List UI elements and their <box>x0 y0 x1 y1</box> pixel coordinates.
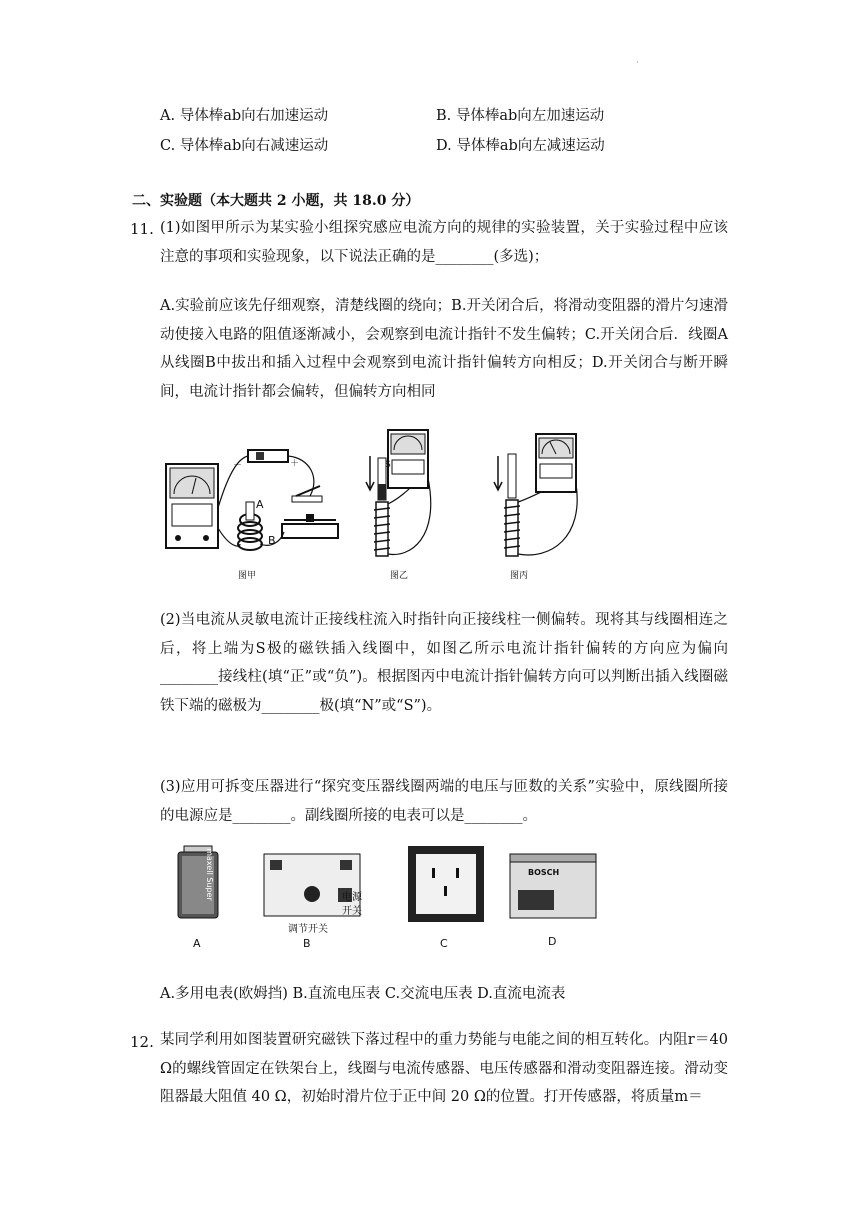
q11-part3: (3)应用可拆变压器进行“探究变压器线圈两端的电压与匝数的关系”实验中，原线圈所接的电源应是________。副线圈所接的电表可以是________。 <box>160 779 728 824</box>
arrow-down-icon <box>366 456 374 490</box>
caption-jia: 图甲 <box>238 571 257 581</box>
q11-part2: (2)当电流从灵敏电流计正接线柱流入时指针向正接线柱一侧偏转。现将其与线圈相连之后，将上端为S极的磁铁插入线圈中，如图乙所示电流计指针偏转的方向应为偏向________接线柱(填“正”或“负”)。根据图丙中电流计指针偏转方向可以判断出插入线圈磁铁下端的磁极为________极(填“N”或“S”)。 <box>160 612 728 714</box>
device-caption-c: C <box>440 937 448 950</box>
label-plus: ＋ <box>290 459 300 469</box>
caption-yi: 图乙 <box>390 571 409 581</box>
device-socket <box>406 844 486 924</box>
option-a: A. 导体棒ab向右加速运动 <box>160 108 329 124</box>
q11-part1-stem: (1)如图甲所示为某实验小组探究感应电流方向的规律的实验装置，关于实验过程中应该注意的事项和实验现象，以下说法正确的是________(多选)； <box>160 220 728 265</box>
question-number-12: 12. <box>130 1033 154 1051</box>
option-b: B. 导体棒ab向左加速运动 <box>436 108 605 124</box>
device-battery <box>170 842 230 922</box>
rheostat-icon <box>282 514 338 538</box>
question-number-11: 11. <box>130 220 154 238</box>
label-b: B <box>268 534 276 547</box>
knob-label: 调节开关 <box>288 924 328 935</box>
galvanometer-icon <box>166 464 218 548</box>
coil-icon <box>374 502 390 556</box>
device-caption-b: B <box>303 937 311 950</box>
option-c: C. 导体棒ab向右减速运动 <box>160 138 329 154</box>
switch-icon <box>292 486 322 502</box>
galvanometer-icon <box>388 430 428 488</box>
label-s: S <box>385 460 391 470</box>
switch-label-2: 开关 <box>342 906 362 917</box>
section-title: 二、实验题（本大题共 2 小题，共 18.0 分） <box>132 193 420 209</box>
switch-label-1: 电源 <box>342 892 362 903</box>
experiment-figure-bing <box>480 428 590 588</box>
battery-icon <box>248 450 288 462</box>
car-battery-brand: BOSCH <box>528 868 560 877</box>
galvanometer-icon <box>536 434 576 492</box>
experiment-figure <box>160 428 460 588</box>
arrow-down-icon <box>494 456 502 490</box>
coil-icon <box>504 500 520 556</box>
option-d: D. 导体棒ab向左减速运动 <box>436 138 605 154</box>
magnet-icon <box>508 454 516 498</box>
caption-bing: 图丙 <box>510 571 529 581</box>
device-caption-a: A <box>193 937 201 950</box>
device-car-battery <box>506 852 606 922</box>
header-mark: · <box>636 58 639 67</box>
label-minus: － <box>233 461 243 471</box>
label-a: A <box>256 498 264 511</box>
q11-part1-options: A.实验前应该先仔细观察，清楚线圈的绕向；B.开关闭合后，将滑动变阻器的滑片匀速滑动使接入电路的阻值逐渐减小，会观察到电流计指针不发生偏转；C.开关闭合后．线圈A从线圈B中拔出和插入过程中会观察到电流计指针偏转方向相反；D.开关闭合与断开瞬间，电流计指针都会偏转，但偏转方向相同 <box>160 298 728 400</box>
battery-brand: maxell Super <box>204 848 214 901</box>
q12-text: 某同学利用如图装置研究磁铁下落过程中的重力势能与电能之间的相互转化。内阻r＝40 Ω的螺线管固定在铁架台上，线圈与电流传感器、电压传感器和滑动变阻器连接。滑动变阻器最大阻值 40 Ω，初始时滑片位于正中间 20 Ω的位置。打开传感器，将质量m＝ <box>160 1032 728 1105</box>
meter-options: A.多用电表(欧姆挡) B.直流电压表 C.交流电压表 D.直流电流表 <box>160 986 566 1002</box>
device-caption-d: D <box>548 935 557 948</box>
